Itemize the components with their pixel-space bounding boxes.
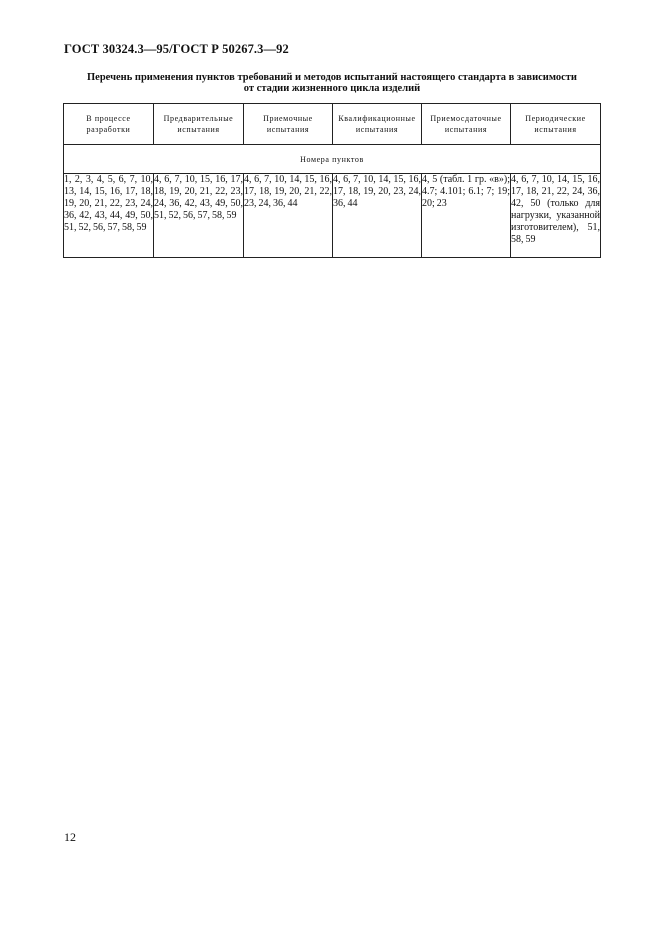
table-span-row: [64, 145, 601, 174]
table-cell-periodic: 4, 6, 7, 10, 14, 15, 16, 17, 18, 21, 22, 24, 36, 42, 50 (только для нагрузки, указанной изготовителем), 51, 58, 59: [511, 174, 601, 258]
table-cell-acceptance-delivery: 4, 5 (табл. 1 гр. «в»); 4.7; 4.101; 6.1; 7; 19; 20; 23: [422, 174, 511, 258]
column-header-preliminary: [154, 104, 244, 145]
column-header-line: испытания: [355, 125, 399, 134]
page-number: 12: [64, 830, 76, 844]
table-title-line-1: Перечень применения пунктов требований и методов испытаний настоящего стандарта в зависимости: [87, 72, 577, 83]
column-header-line: разработки: [86, 125, 131, 134]
column-header-line: испытания: [177, 125, 220, 134]
column-header-qualification: [333, 104, 422, 145]
column-header-line: Приемочные: [263, 114, 313, 123]
column-header-line: В процессе: [86, 114, 131, 123]
column-header-line: Приемосдаточные: [430, 114, 502, 123]
table-row: [64, 174, 601, 258]
table-cell-preliminary: 4, 6, 7, 10, 15, 16, 17, 18, 19, 20, 21, 22, 23, 24, 36, 42, 43, 49, 50, 51, 52, 56, 57, 58, 59: [154, 174, 244, 258]
requirements-table: [63, 103, 601, 258]
column-header-line: Квалификационные: [338, 114, 416, 123]
table-cell-qualification: 4, 6, 7, 10, 14, 15, 16, 17, 18, 19, 20, 23, 24, 36, 44: [333, 174, 422, 258]
column-header-acceptance: [244, 104, 333, 145]
table-title-line-2: от стадии жизненного цикла изделий: [243, 83, 421, 94]
column-header-line: испытания: [534, 125, 577, 134]
table-cell-acceptance: 4, 6, 7, 10, 14, 15, 16, 17, 18, 19, 20, 21, 22, 23, 24, 36, 44: [244, 174, 333, 258]
table-cell-development: 1, 2, 3, 4, 5, 6, 7, 10, 13, 14, 15, 16, 17, 18, 19, 20, 21, 22, 23, 24, 36, 42, 43, 44, 49, 50, 51, 52, 56, 57, 58, 59: [64, 174, 154, 258]
column-header-line: Предварительные: [163, 114, 234, 123]
column-header-periodic: [511, 104, 601, 145]
column-header-line: испытания: [266, 125, 310, 134]
table-title: [64, 72, 600, 94]
column-header-line: Периодические: [525, 114, 586, 123]
column-header-line: испытания: [444, 125, 488, 134]
table-header-row: [64, 104, 601, 145]
document-header: ГОСТ 30324.3—95/ГОСТ Р 50267.3—92: [64, 42, 289, 56]
span-label: Номера пунктов: [64, 145, 601, 174]
column-header-development: [64, 104, 154, 145]
column-header-acceptance-delivery: [422, 104, 511, 145]
